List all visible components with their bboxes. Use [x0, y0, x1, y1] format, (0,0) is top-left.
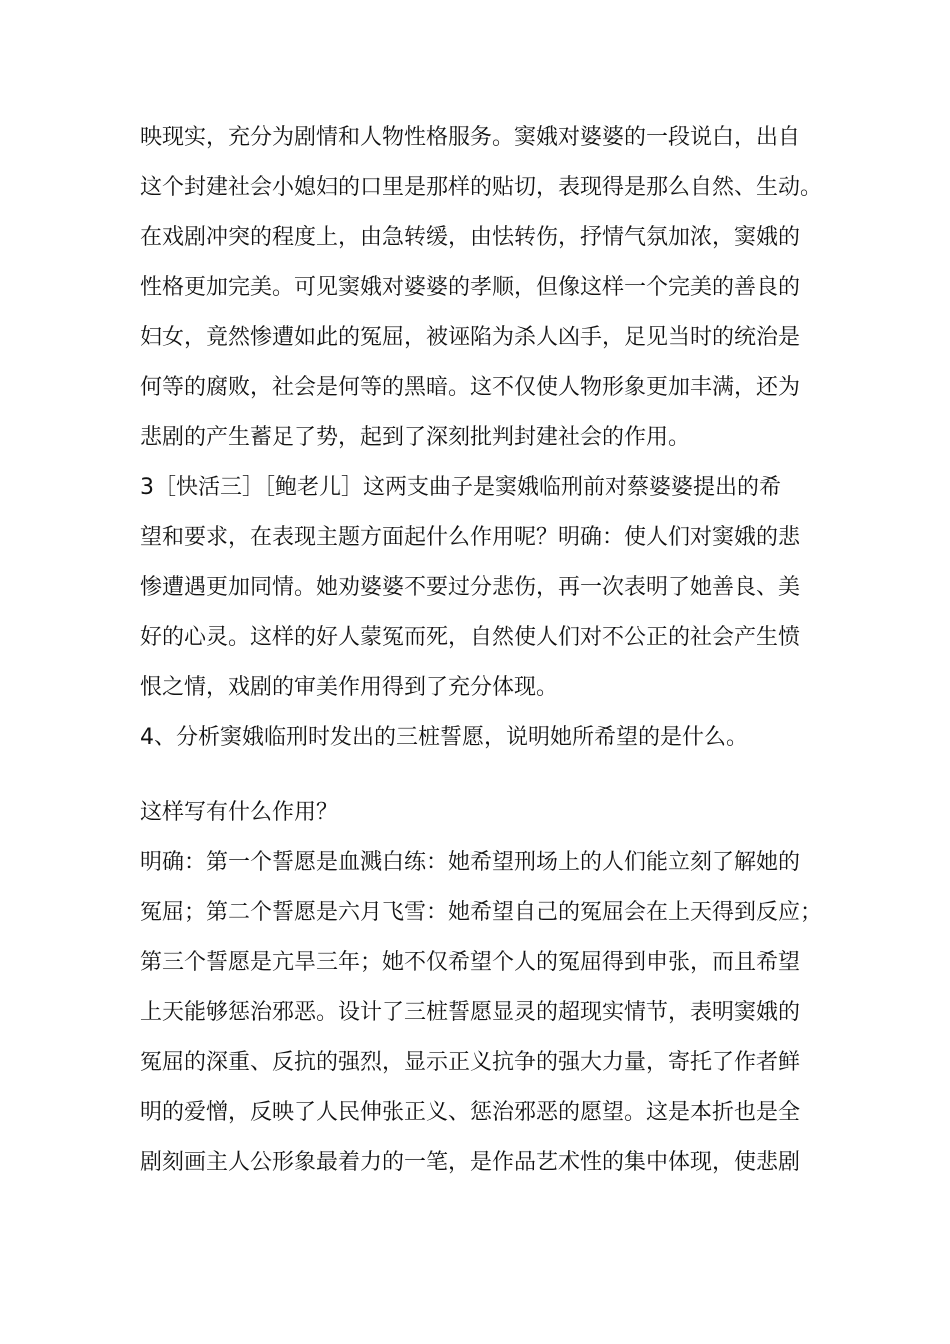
text-line: 望和要求，在表现主题方面起什么作用呢？明确：使人们对窦娥的悲: [140, 525, 801, 550]
text-line: 妇女，竟然惨遭如此的冤屈，被诬陷为杀人凶手，足见当时的统治是: [140, 325, 801, 350]
paragraph-gap: [140, 763, 830, 788]
text-line: 在戏剧冲突的程度上，由急转缓，由怯转伤，抒情气氛加浓，窦娥的: [140, 225, 801, 250]
text-line: 何等的腐败，社会是何等的黑暗。这不仅使人物形象更加丰满，还为: [140, 375, 801, 400]
text-line: 性格更加完美。可见窦娥对婆婆的孝顺，但像这样一个完美的善良的: [140, 275, 801, 300]
text-line: 这个封建社会小媳妇的口里是那样的贴切，表现得是那么自然、生动。: [140, 175, 823, 200]
question-heading: 4、分析窦娥临刑时发出的三桩誓愿，说明她所希望的是什么。: [140, 725, 748, 750]
document-body: [140, 113, 830, 1188]
text-line: 悲剧的产生蓄足了势，起到了深刻批判封建社会的作用。: [140, 425, 691, 450]
text-line: 剧刻画主人公形象最着力的一笔，是作品艺术性的集中体现，使悲剧: [140, 1150, 801, 1175]
text-line: 冤屈；第二个誓愿是六月飞雪：她希望自己的冤屈会在上天得到反应；: [140, 900, 823, 925]
text-line: 映现实，充分为剧情和人物性格服务。窦娥对婆婆的一段说白，出自: [140, 125, 801, 150]
text-line: 第三个誓愿是亢旱三年；她不仅希望个人的冤屈得到申张，而且希望: [140, 950, 801, 975]
text-line: 这样写有什么作用？: [140, 800, 339, 825]
text-line: 惨遭遇更加同情。她劝婆婆不要过分悲伤，再一次表明了她善良、美: [140, 575, 801, 600]
text-line: 上天能够惩治邪恶。设计了三桩誓愿显灵的超现实情节，表明窦娥的: [140, 1000, 801, 1025]
text-line: 3［快活三］［鲍老儿］这两支曲子是窦娥临刑前对蔡婆婆提出的希: [140, 475, 781, 500]
text-line: 明的爱憎，反映了人民伸张正义、惩治邪恶的愿望。这是本折也是全: [140, 1100, 801, 1125]
text-line: 好的心灵。这样的好人蒙冤而死，自然使人们对不公正的社会产生愤: [140, 625, 801, 650]
text-line: 恨之情，戏剧的审美作用得到了充分体现。: [140, 675, 559, 700]
text-line: 明确：第一个誓愿是血溅白练：她希望刑场上的人们能立刻了解她的: [140, 850, 801, 875]
text-line: 冤屈的深重、反抗的强烈，显示正义抗争的强大力量，寄托了作者鲜: [140, 1050, 801, 1075]
